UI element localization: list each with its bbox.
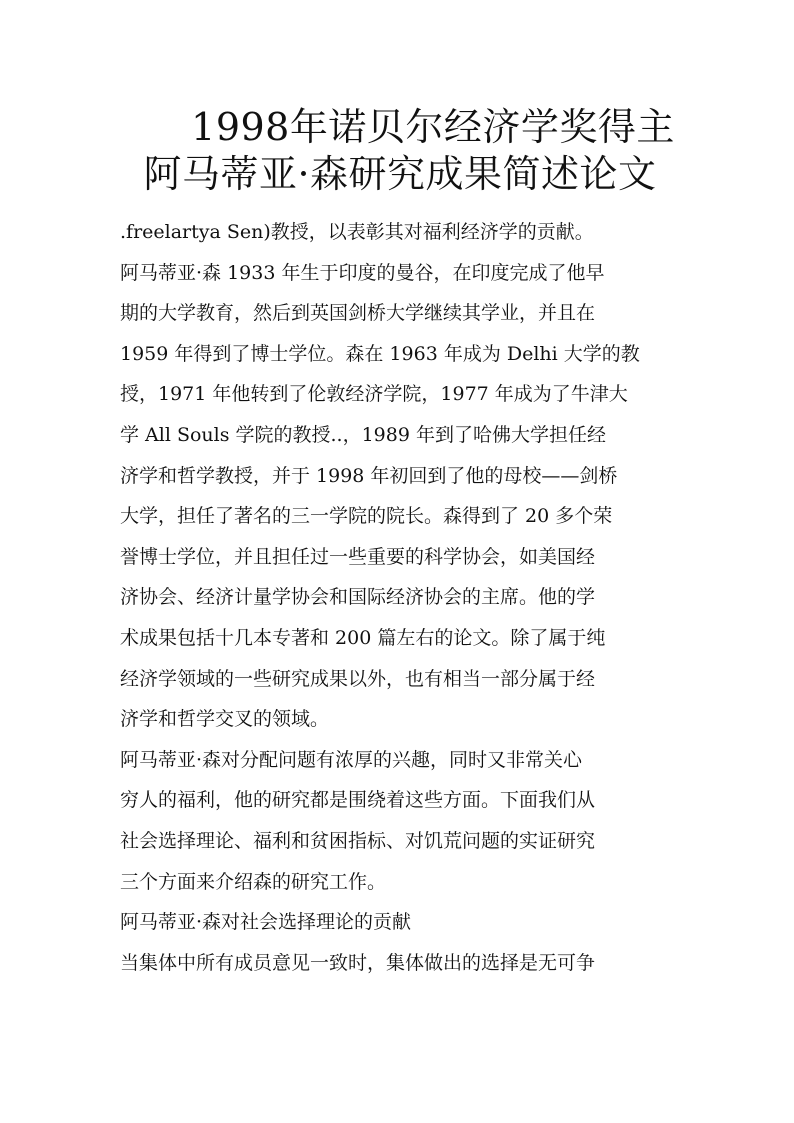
document-title-line-2: 阿马蒂亚·森研究成果简述论文 (143, 152, 657, 196)
body-line: 授，1971 年他转到了伦敦经济学院，1977 年成为了牛津大 (120, 383, 628, 406)
body-line: 大学，担任了著名的三一学院的院长。森得到了 20 多个荣 (120, 505, 613, 528)
body-line: 经济学领域的一些研究成果以外，也有相当一部分属于经 (120, 667, 596, 690)
body-line: 济学和哲学教授，并于 1998 年初回到了他的母校——剑桥 (120, 464, 618, 487)
body-line: 阿马蒂亚·森 1933 年生于印度的曼谷，在印度完成了他早 (120, 261, 605, 284)
document-title-line-1: 1998年诺贝尔经济学奖得主 (191, 105, 675, 149)
body-line: 穷人的福利，他的研究都是围绕着这些方面。下面我们从 (120, 789, 596, 812)
body-line: 三个方面来介绍森的研究工作。 (120, 870, 387, 893)
body-line: 当集体中所有成员意见一致时，集体做出的选择是无可争 (120, 951, 596, 974)
body-line: 阿马蒂亚·森对分配问题有浓厚的兴趣，同时又非常关心 (120, 748, 583, 771)
body-line: 期的大学教育，然后到英国剑桥大学继续其学业，并且在 (120, 302, 596, 325)
document-body (120, 212, 680, 983)
body-line: 社会选择理论、福利和贫困指标、对饥荒问题的实证研究 (120, 829, 596, 852)
body-line: 济协会、经济计量学协会和国际经济协会的主席。他的学 (120, 586, 596, 609)
body-line: 誉博士学位，并且担任过一些重要的科学协会，如美国经 (120, 545, 596, 568)
body-line: 1959 年得到了博士学位。森在 1963 年成为 Delhi 大学的教 (120, 342, 640, 365)
body-line: 济学和哲学交叉的领域。 (120, 708, 330, 731)
body-line: 术成果包括十几本专著和 200 篇左右的论文。除了属于纯 (120, 626, 606, 649)
body-line: .freelartya Sen)教授，以表彰其对福利经济学的贡献。 (120, 221, 594, 243)
body-line: 学 All Souls 学院的教授..，1989 年到了哈佛大学担任经 (120, 423, 606, 446)
body-line: 阿马蒂亚·森对社会选择理论的贡献 (120, 911, 412, 934)
